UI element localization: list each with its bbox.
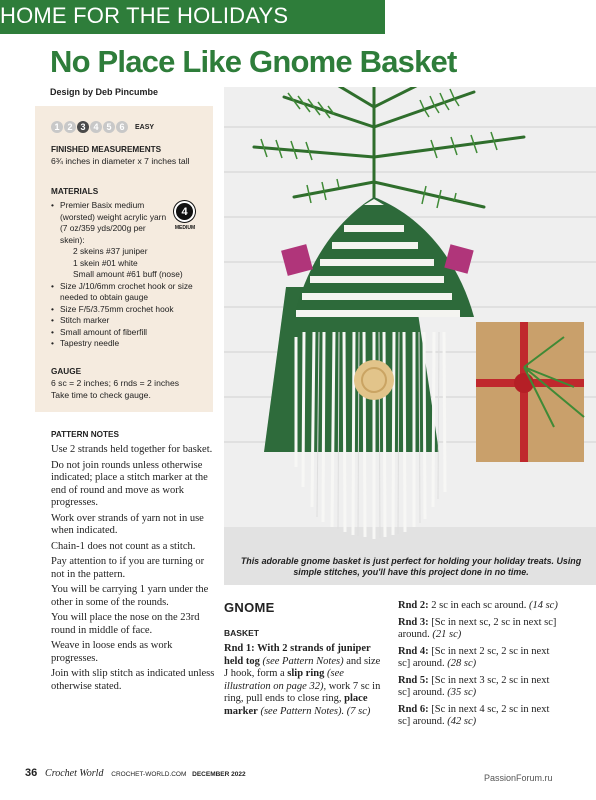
material-item: • Size J/10/6mm crochet hook or size needed to obtain gauge (51, 281, 211, 304)
skill-level-4: 4 (90, 121, 102, 133)
round-count: (35 sc) (447, 687, 477, 698)
round-count: (28 sc) (447, 658, 477, 669)
round-instruction (398, 600, 558, 613)
rounds-list (398, 600, 558, 733)
pattern-note: Pay attention to if you are turning or not in the pattern. (51, 556, 205, 580)
materials-heading: MATERIALS (51, 187, 99, 196)
round-text: [Sc in next sc, 2 sc in next sc] around. (398, 616, 557, 640)
round-1-text: work 7 sc in ring, pull ends to close ring, (224, 680, 381, 704)
round-label: Rnd 4: (398, 645, 429, 657)
watermark: PassionForum.ru (484, 773, 553, 783)
page-title: No Place Like Gnome Basket (50, 44, 457, 79)
pattern-note: Join with slip stitch as indicated unless otherwise stated. (51, 668, 215, 692)
round-text: [Sc in next 4 sc, 2 sc in next sc] around. (398, 703, 550, 727)
round-text: 2 sc in each sc around. (431, 600, 527, 611)
round-count: (21 sc) (432, 629, 462, 640)
round-1-ref: (see Pattern Notes). (260, 705, 345, 717)
round-1-term: place marker (224, 693, 368, 717)
finished-measurements-text: 6¾ inches in diameter x 7 inches tall (51, 156, 190, 166)
magazine-website: CROCHET-WORLD.COM (111, 771, 187, 778)
round-1-term: slip ring (287, 668, 325, 679)
yarn-weight-label: MEDIUM (174, 225, 196, 231)
yarn-weight-icon (171, 201, 199, 233)
page-footer (25, 767, 246, 779)
gauge-note: Take time to check gauge. (51, 390, 151, 400)
pattern-note: Weave in loose ends as work progresses. (51, 640, 173, 664)
round-1-lead: Rnd 1: With 2 strands of juniper held tog (224, 643, 371, 667)
round-instruction (398, 646, 558, 671)
material-item: • Premier Basix medium (worsted) weight acrylic yarn (7 oz/359 yds/200g per skein): (51, 200, 211, 246)
gauge-text: 6 sc = 2 inches; 6 rnds = 2 inches (51, 378, 180, 388)
round-instruction (398, 704, 558, 729)
round-1-instruction (224, 643, 384, 718)
magazine-name: Crochet World (45, 768, 104, 779)
pattern-notes-heading: PATTERN NOTES (51, 430, 119, 439)
round-label: Rnd 3: (398, 616, 429, 628)
photo-caption: This adorable gnome basket is just perfect for holding your holiday treats. Using simple stitches, you'll have this project done in no time. (240, 556, 582, 577)
skill-level-label: EASY (135, 123, 155, 131)
round-label: Rnd 6: (398, 703, 429, 715)
pattern-note: Do not join rounds unless otherwise indicated; place a stitch marker at the end of round and move as work progresses. (51, 459, 208, 508)
material-subitem: 2 skeins #37 juniper (73, 246, 148, 256)
pattern-note: You will be carrying 1 yarn under the other in some of the rounds. (51, 584, 209, 608)
skill-level-2: 2 (64, 121, 76, 133)
skill-level-5: 5 (103, 121, 115, 133)
finished-measurements-heading: FINISHED MEASUREMENTS (51, 145, 162, 154)
pattern-note: Use 2 strands held together for basket. (51, 444, 213, 455)
pattern-note: You will place the nose on the 23rd round in middle of face. (51, 612, 200, 636)
gauge-heading: GAUGE (51, 367, 82, 376)
yarn-weight-number: 4 (174, 201, 195, 222)
section-title: HOME FOR THE HOLIDAYS (0, 3, 289, 28)
material-item: • Small amount of fiberfill (51, 327, 211, 339)
gnome-basket-photo (224, 87, 596, 585)
skill-level-6: 6 (116, 121, 128, 133)
pattern-notes-list (51, 444, 216, 696)
material-item: • Tapestry needle (51, 338, 211, 350)
round-text: [Sc in next 3 sc, 2 sc in next sc] around. (398, 674, 550, 698)
skill-level-3: 3 (77, 121, 89, 133)
round-instruction (398, 675, 558, 700)
round-1-text: and size J hook, form a (224, 655, 381, 679)
material-item: • Stitch marker (51, 315, 211, 327)
material-item: • Size F/5/3.75mm crochet hook (51, 304, 211, 316)
skill-level-1: 1 (51, 121, 63, 133)
skill-level-indicator (51, 121, 154, 133)
gnome-section-heading: GNOME (224, 600, 275, 615)
basket-subheading: BASKET (224, 628, 259, 638)
material-subitem: 1 skein #01 white (73, 257, 138, 268)
designer-byline: Design by Deb Pincumbe (50, 87, 159, 97)
round-text: [Sc in next 2 sc, 2 sc in next sc] around. (398, 645, 550, 669)
round-1-ref: (see illustration on page 32), (224, 668, 344, 692)
pattern-note: Chain-1 does not count as a stitch. (51, 540, 196, 552)
pattern-note: Work over strands of yarn not in use when indicated. (51, 512, 204, 536)
round-count: (42 sc) (447, 716, 477, 727)
page-number: 36 (25, 767, 38, 779)
round-instruction (398, 617, 558, 642)
round-1-count: (7 sc) (346, 705, 371, 717)
issue-date: DECEMBER 2022 (192, 771, 246, 778)
round-1-ref: (see Pattern Notes) (262, 655, 344, 667)
round-label: Rnd 5: (398, 674, 429, 686)
material-subitem: Small amount #61 buff (nose) (73, 269, 183, 279)
round-label: Rnd 2: (398, 600, 429, 611)
round-count: (14 sc) (528, 600, 558, 611)
